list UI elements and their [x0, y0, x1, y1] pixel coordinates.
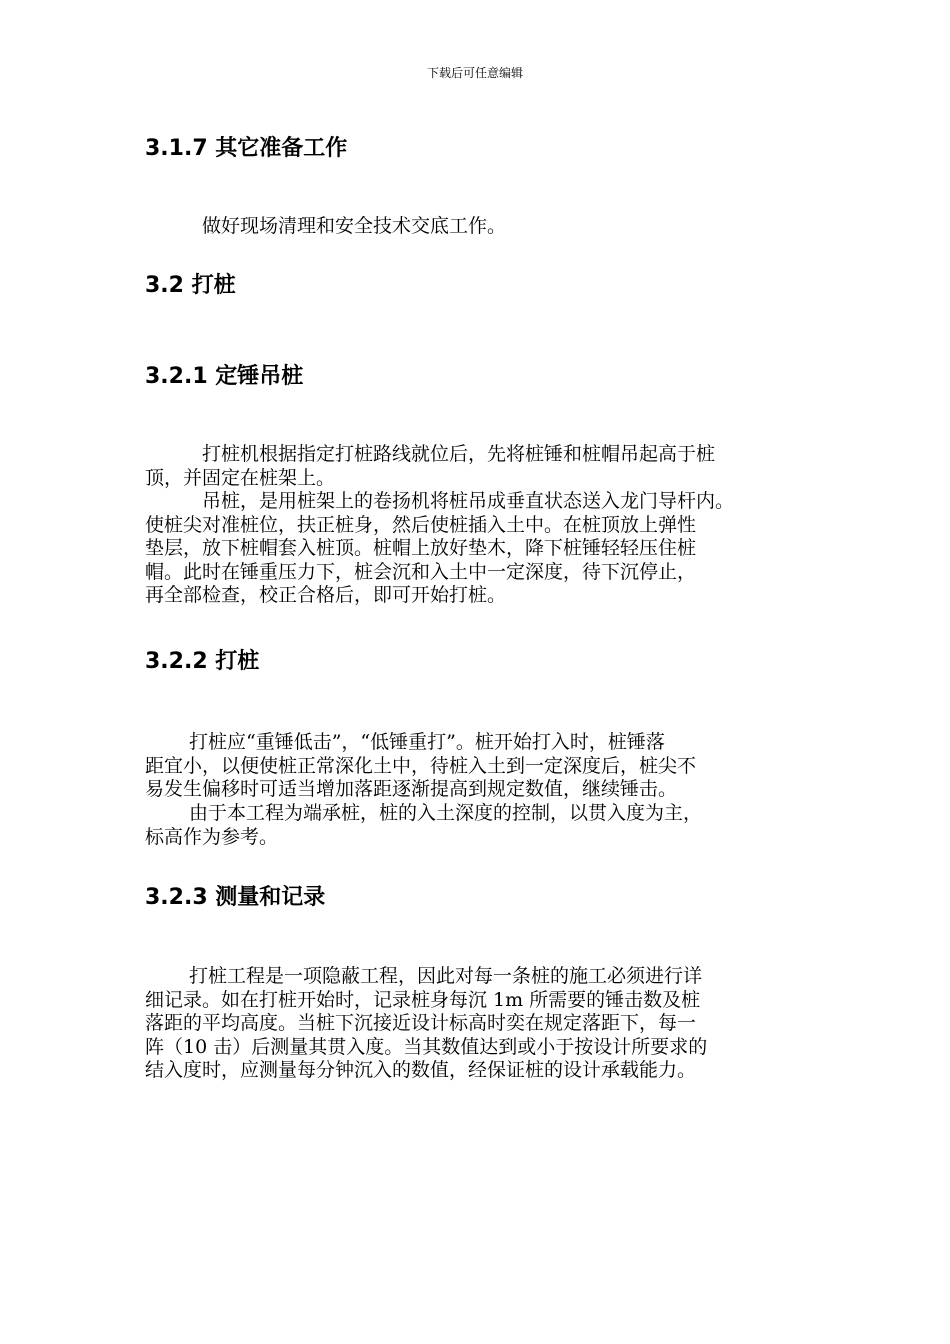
section-heading-3-2-2: 3.2.2 打桩 [145, 649, 260, 674]
paragraph-line: 垫层，放下桩帽套入桩顶。桩帽上放好垫木，降下桩锤轻轻压住桩 [145, 537, 697, 559]
paragraph-3-2-2-a [145, 731, 810, 802]
paragraph-line: 落距的平均高度。当桩下沉接近设计标高时奕在规定落距下，每一 [145, 1012, 697, 1034]
paragraph-line: 阵（10 击）后测量其贯入度。当其数值达到或小于按设计所要求的 [145, 1035, 708, 1058]
paragraph-line: 标高作为参考。 [145, 825, 279, 848]
paragraph-line: 结入度时，应测量每分钟沉入的数值，经保证桩的设计承载能力。 [145, 1059, 697, 1081]
paragraph-line: 打桩应“重锤低击”，“低锤重打”。桩开始打入时，桩锤落 [189, 731, 665, 753]
paragraph-line: 细记录。如在打桩开始时，记录桩身每沉 1m 所需要的锤击数及桩 [145, 988, 701, 1011]
section-heading-3-2-1: 3.2.1 定锤吊桩 [145, 364, 304, 389]
paragraph-3-2-2-b [145, 802, 810, 849]
paragraph-3-2-1-a [145, 443, 810, 490]
section-heading-3-2: 3.2 打桩 [145, 273, 236, 298]
paragraph-3-2-1-b [145, 490, 810, 608]
paragraph-3-2-3 [145, 965, 810, 1083]
paragraph-line: 再全部检查，校正合格后，即可开始打桩。 [145, 584, 507, 606]
paragraph-line: 距宜小，以便使桩正常深化土中，待桩入土到一定深度后，桩尖不 [145, 754, 697, 777]
paragraph-line: 使桩尖对准桩位，扶正桩身，然后使桩插入土中。在桩顶放上弹性 [145, 513, 697, 536]
paragraph-line: 做好现场清理和安全技术交底工作。 [202, 215, 507, 237]
paragraph-line: 由于本工程为端承桩，桩的入土深度的控制，以贯入度为主， [189, 802, 703, 824]
paragraph-line: 易发生偏移时可适当增加落距逐渐提高到规定数值，继续锤击。 [145, 778, 678, 800]
section-heading-3-2-3: 3.2.3 测量和记录 [145, 885, 326, 910]
paragraph-line: 打桩工程是一项隐蔽工程，因此对每一条桩的施工必须进行详 [189, 965, 703, 987]
paragraph-line: 打桩机根据指定打桩路线就位后，先将桩锤和桩帽吊起高于桩 [202, 443, 716, 465]
paragraph-line: 帽。此时在锤重压力下，桩会沉和入土中一定深度，待下沉停止， [145, 560, 697, 583]
header-note: 下载后可任意编辑 [426, 66, 523, 80]
paragraph-line: 顶，并固定在桩架上。 [145, 466, 336, 489]
paragraph-3-1-7 [145, 215, 810, 239]
section-heading-3-1-7: 3.1.7 其它准备工作 [145, 136, 348, 161]
paragraph-line: 吊桩，是用桩架上的卷扬机将桩吊成垂直状态送入龙门导杆内。 [202, 490, 735, 512]
